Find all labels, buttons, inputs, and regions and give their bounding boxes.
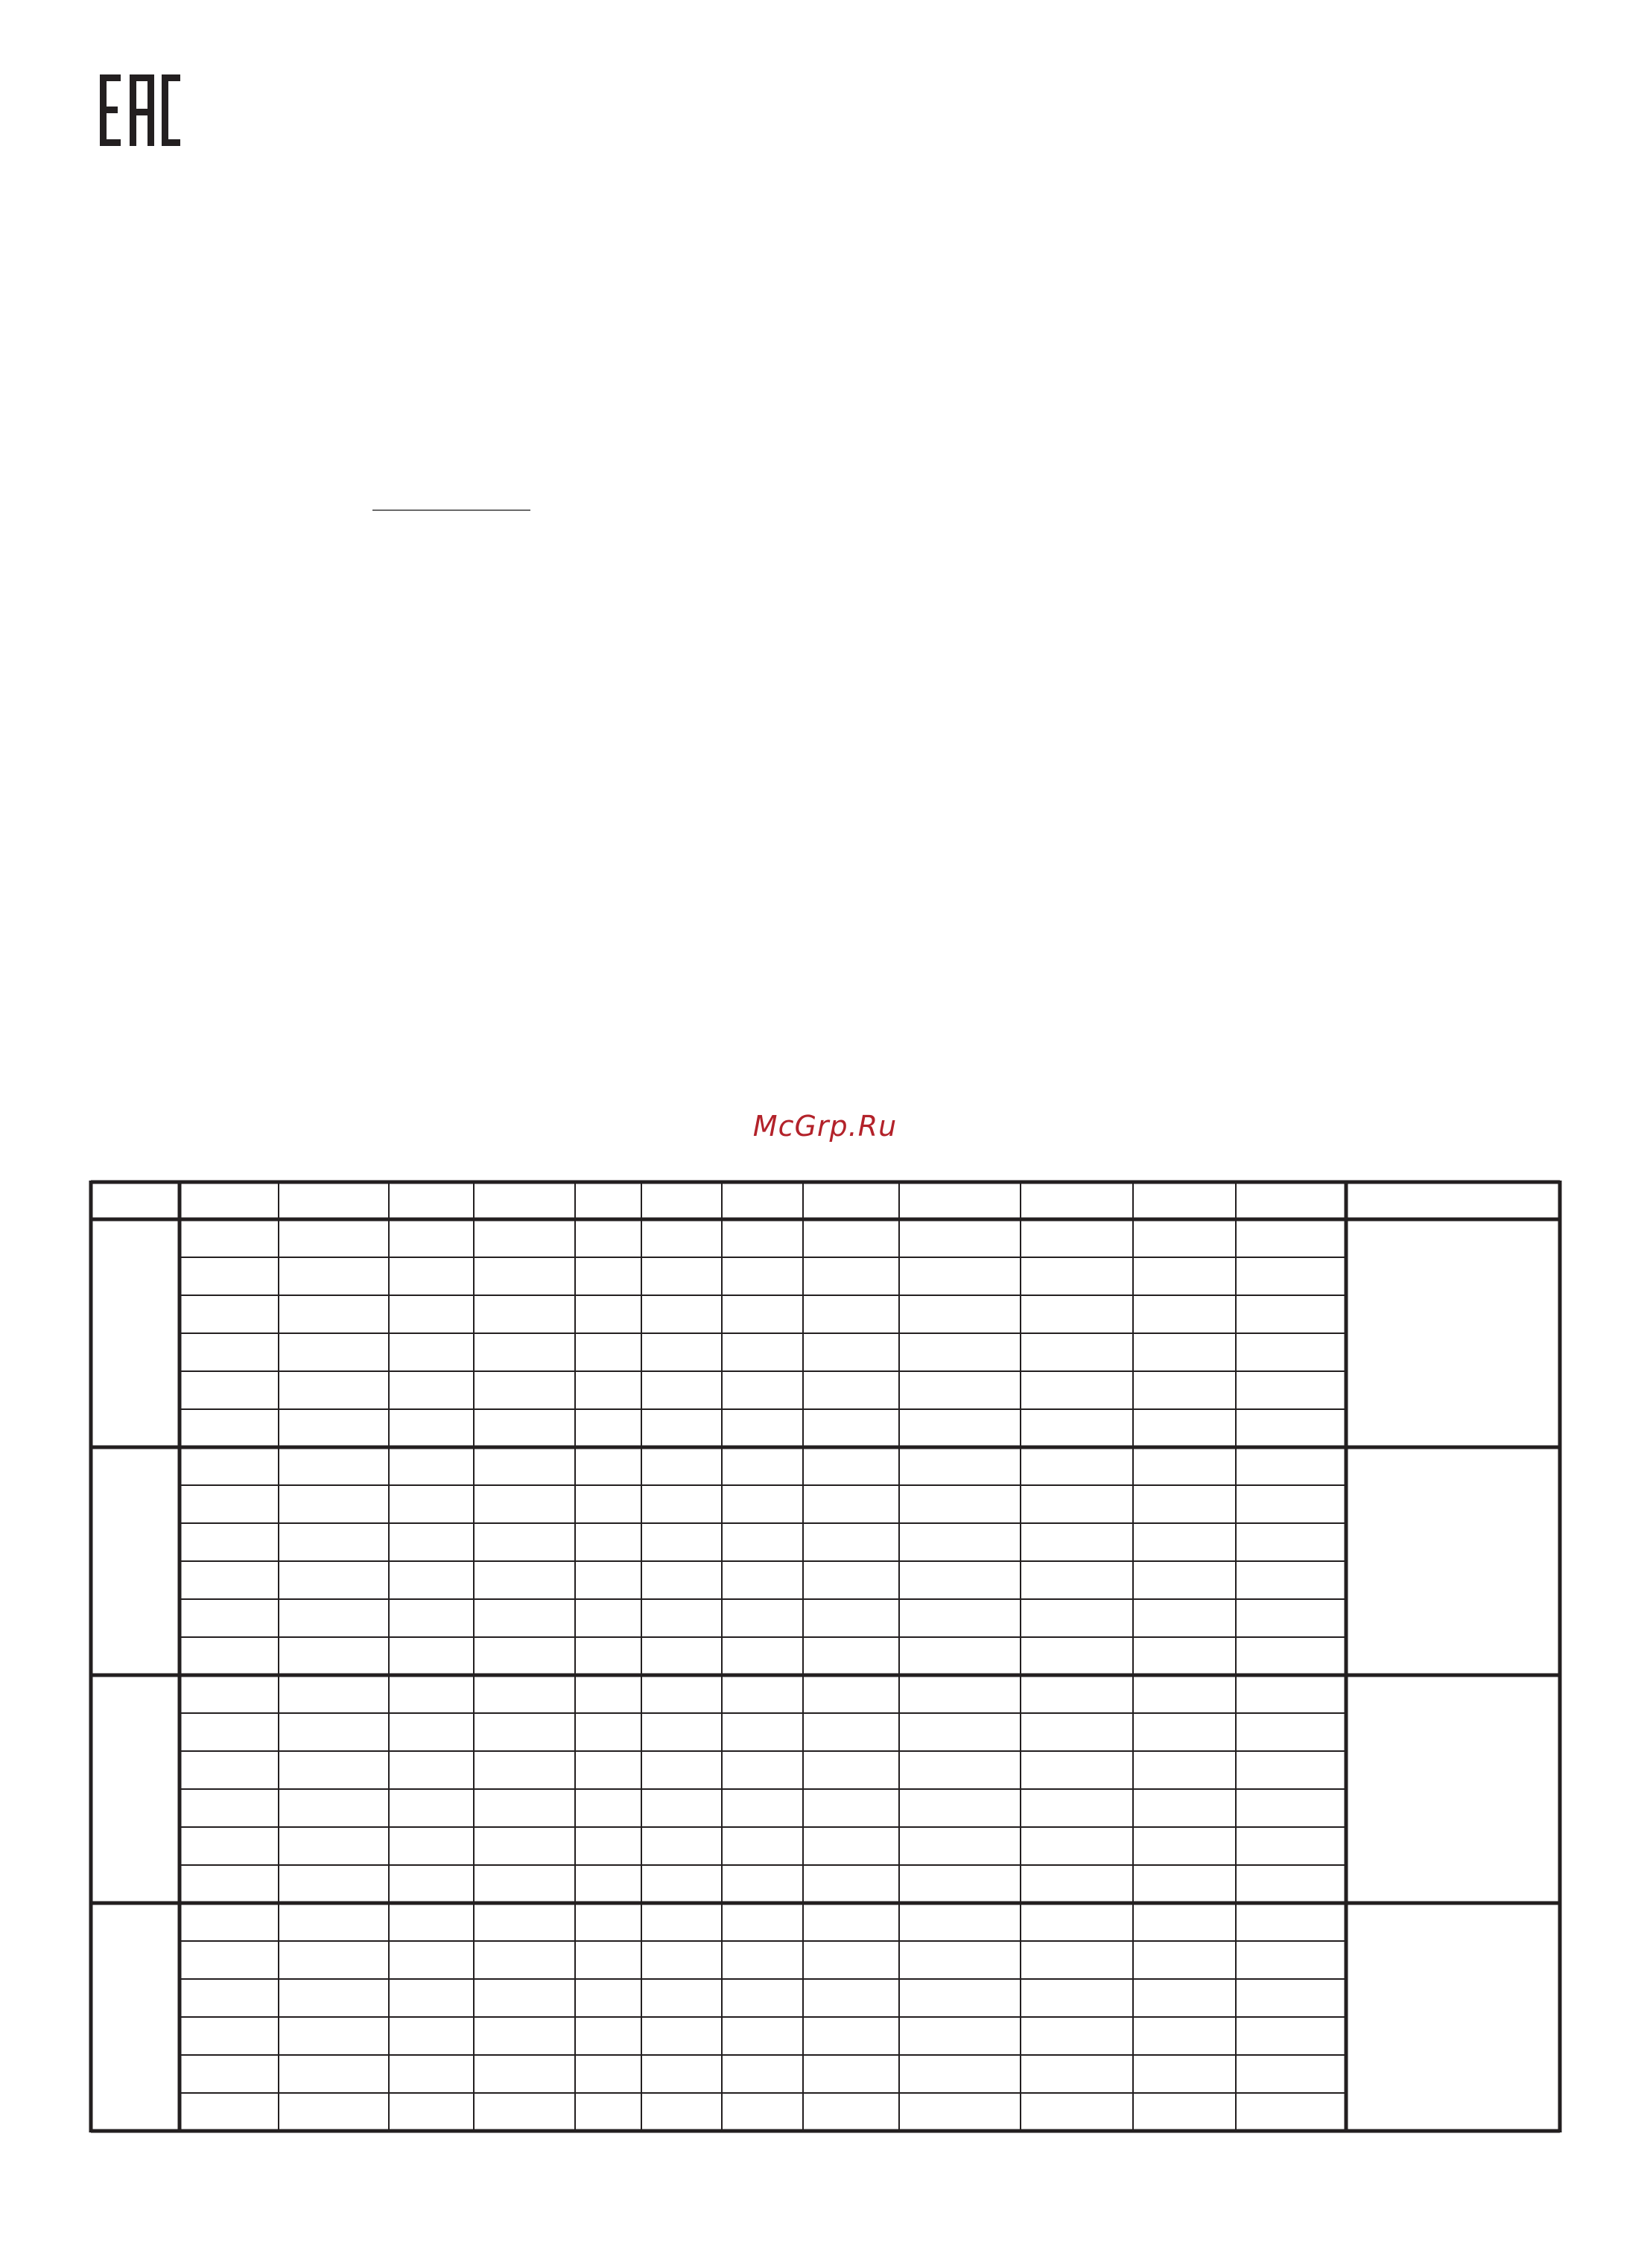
watermark-text: McGrp.Ru — [752, 1110, 898, 1143]
